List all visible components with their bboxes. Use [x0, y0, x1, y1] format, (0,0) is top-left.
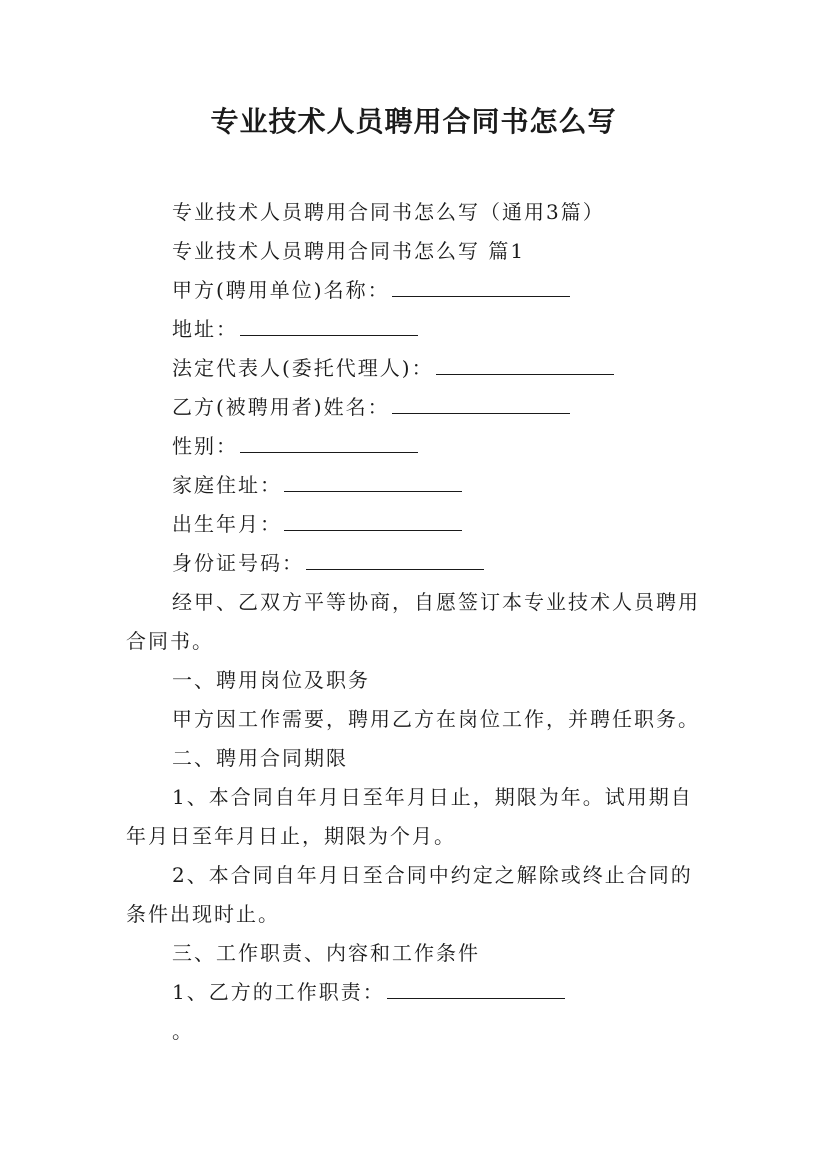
field-gender: [172, 432, 418, 460]
fill-blank: [284, 510, 462, 531]
paragraph-agreement-line1: 经甲、乙双方平等协商，自愿签订本专业技术人员聘用: [172, 590, 700, 614]
field-job-duties: [172, 978, 565, 1006]
clause-2-1-line1: 1、本合同自年月日至年月日止，期限为年。试用期自: [172, 785, 693, 809]
field-label: 1、乙方的工作职责：: [172, 980, 385, 1004]
field-party-b-name: [172, 393, 570, 421]
fill-blank: [436, 354, 614, 375]
field-party-a-name: [172, 276, 570, 304]
clause-heading-3: 三、工作职责、内容和工作条件: [172, 941, 480, 965]
fill-blank: [240, 432, 418, 453]
field-label: 甲方(聘用单位)名称：: [172, 278, 390, 302]
clause-2-2-line1: 2、本合同自年月日至合同中约定之解除或终止合同的: [172, 863, 693, 887]
fill-blank: [306, 549, 484, 570]
fill-blank: [284, 471, 462, 492]
field-label: 出生年月：: [172, 512, 282, 536]
clause-2-1-line2: 年月日至年月日止，期限为个月。: [126, 824, 456, 848]
section-heading-part1: 专业技术人员聘用合同书怎么写 篇1: [172, 239, 526, 263]
field-label: 法定代表人(委托代理人)：: [172, 356, 434, 380]
field-label: 性别：: [172, 434, 238, 458]
subtitle-line: 专业技术人员聘用合同书怎么写（通用3篇）: [172, 200, 605, 224]
fill-blank: [240, 315, 418, 336]
field-label: 身份证号码：: [172, 551, 304, 575]
paragraph-agreement-line2: 合同书。: [126, 629, 214, 653]
field-label: 乙方(被聘用者)姓名：: [172, 395, 390, 419]
fill-blank: [392, 393, 570, 414]
field-legal-representative: [172, 354, 614, 382]
trailing-period: 。: [172, 1019, 194, 1043]
field-birth-date: [172, 510, 462, 538]
clause-heading-2: 二、聘用合同期限: [172, 746, 348, 770]
fill-blank: [387, 978, 565, 999]
field-label: 地址：: [172, 317, 238, 341]
fill-blank: [392, 276, 570, 297]
document-title: 专业技术人员聘用合同书怎么写: [210, 105, 617, 138]
clause-1-text: 甲方因工作需要，聘用乙方在岗位工作，并聘任职务。: [172, 707, 700, 731]
field-address: [172, 315, 418, 343]
field-home-address: [172, 471, 462, 499]
field-label: 家庭住址：: [172, 473, 282, 497]
field-id-number: [172, 549, 484, 577]
clause-heading-1: 一、聘用岗位及职务: [172, 668, 370, 692]
clause-2-2-line2: 条件出现时止。: [126, 902, 280, 926]
